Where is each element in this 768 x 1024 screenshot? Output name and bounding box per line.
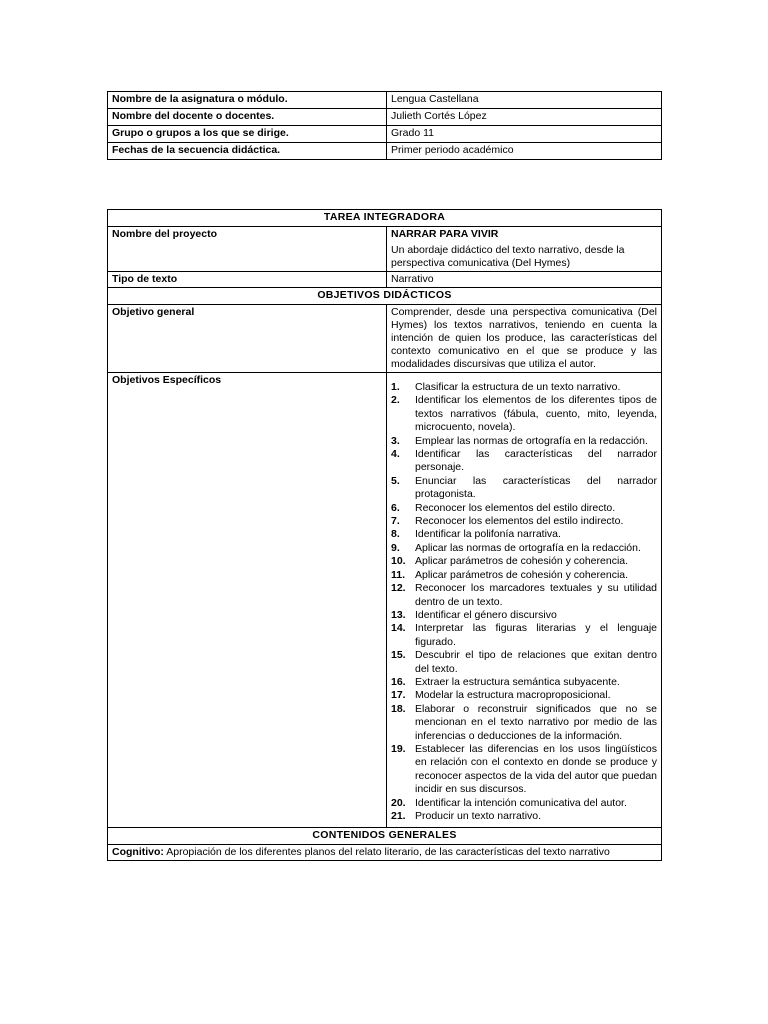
objective-number: 3. — [391, 434, 400, 447]
general-objective-label: Objetivo general — [108, 305, 387, 373]
task-title: TAREA INTEGRADORA — [108, 210, 662, 227]
objective-text: Producir un texto narrativo. — [415, 810, 542, 822]
objective-text: Extraer la estructura semántica subyacente. — [415, 675, 620, 688]
objectives-header: OBJETIVOS DIDÁCTICOS — [108, 288, 662, 305]
specific-objective-item — [391, 528, 657, 541]
info-row — [108, 126, 662, 143]
project-cell — [387, 227, 662, 272]
objective-number: 4. — [391, 448, 400, 461]
general-objective-row — [108, 305, 662, 373]
objective-text: Descubrir el tipo de relaciones que exitan dentro del texto. — [415, 649, 657, 675]
specific-objective-item — [391, 810, 657, 823]
objective-text: Reconocer los elementos del estilo indirecto. — [415, 515, 624, 528]
specific-objective-item — [391, 609, 657, 622]
objective-number: 6. — [391, 501, 400, 514]
specific-objective-item — [391, 475, 657, 502]
specific-objective-item — [391, 676, 657, 689]
specific-objective-item — [391, 649, 657, 676]
specific-objective-item — [391, 743, 657, 797]
cognitive-row — [108, 845, 662, 861]
specific-objective-item — [391, 381, 657, 394]
objective-text: Identificar los elementos de los diferentes tipos de textos narrativos (fábula, cuento, mito, leyenda, microcuento, novela). — [415, 394, 657, 434]
objective-number: 16. — [391, 675, 406, 688]
objective-number: 21. — [391, 810, 406, 822]
contents-header-row — [108, 828, 662, 845]
objective-number: 13. — [391, 608, 406, 621]
specific-objective-item — [391, 689, 657, 702]
objective-number: 19. — [391, 742, 406, 755]
objective-text: Aplicar las normas de ortografía en la redacción. — [415, 541, 641, 554]
objective-text: Reconocer los elementos del estilo directo. — [415, 501, 616, 514]
specific-objective-item — [391, 622, 657, 649]
specific-objectives-label: Objetivos Específicos — [108, 373, 387, 828]
objective-text: Clasificar la estructura de un texto narrativo. — [415, 381, 621, 393]
integrating-task-table — [107, 209, 662, 861]
objective-text: Aplicar parámetros de cohesión y coherencia. — [415, 555, 629, 568]
specific-objective-item — [391, 569, 657, 582]
specific-objective-item — [391, 582, 657, 609]
specific-objective-item — [391, 555, 657, 568]
contents-header: CONTENIDOS GENERALES — [108, 828, 662, 845]
objective-number: 7. — [391, 515, 400, 528]
objective-number: 9. — [391, 541, 400, 554]
specific-objective-item — [391, 703, 657, 743]
info-label: Fechas de la secuencia didáctica. — [108, 143, 387, 160]
objective-text: Establecer las diferencias en los usos lingüísticos en relación con el contexto en donde se produce y reconocer aspectos de la vida del autor que puedan incidir en sus discursos. — [415, 742, 657, 796]
cognitive-cell — [108, 845, 662, 861]
info-value: Primer periodo académico — [387, 143, 662, 160]
objective-text: Identificar la polifonía narrativa. — [415, 528, 561, 541]
objective-text: Reconocer los marcadores textuales y su utilidad dentro de un texto. — [415, 582, 657, 608]
objective-text: Identificar la intención comunicativa del autor. — [415, 796, 627, 809]
info-value: Lengua Castellana — [387, 92, 662, 109]
task-title-row — [108, 210, 662, 227]
objective-number: 5. — [391, 474, 400, 487]
info-row — [108, 92, 662, 109]
info-label: Nombre de la asignatura o módulo. — [108, 92, 387, 109]
objective-number: 2. — [391, 394, 400, 407]
info-label: Grupo o grupos a los que se dirige. — [108, 126, 387, 143]
objectives-header-row — [108, 288, 662, 305]
objective-number: 20. — [391, 796, 406, 809]
objective-number: 1. — [391, 381, 400, 393]
project-label: Nombre del proyecto — [108, 227, 387, 272]
objective-text: Interpretar las figuras literarias y el lenguaje figurado. — [415, 622, 657, 648]
objective-text: Elaborar o reconstruir significados que no se mencionan en el texto narrativo por medio de las inferencias o deducciones de la información. — [415, 702, 657, 742]
specific-objectives-list — [391, 381, 657, 823]
project-name: NARRAR PARA VIVIR — [391, 228, 499, 240]
specific-objectives-row — [108, 373, 662, 828]
objective-number: 15. — [391, 649, 406, 662]
specific-objectives-cell — [387, 373, 662, 828]
objective-text: Identificar el género discursivo — [415, 608, 557, 621]
objective-text: Modelar la estructura macroproposicional. — [415, 689, 611, 702]
cognitive-text: Apropiación de los diferentes planos del relato literario, de las características del texto narrativo — [166, 846, 610, 859]
objective-text: Identificar las características del narrador personaje. — [415, 448, 657, 474]
info-row — [108, 109, 662, 126]
objective-text: Aplicar parámetros de cohesión y coherencia. — [415, 568, 629, 581]
objective-number: 18. — [391, 702, 406, 715]
info-value: Grado 11 — [387, 126, 662, 143]
course-info-table — [107, 91, 662, 160]
specific-objective-item — [391, 515, 657, 528]
cognitive-label: Cognitivo: — [112, 846, 164, 859]
text-type-label: Tipo de texto — [108, 272, 387, 288]
objective-text: Emplear las normas de ortografía en la redacción. — [415, 434, 648, 447]
general-objective-text: Comprender, desde una perspectiva comunicativa (Del Hymes) los textos narrativos, teniendo en cuenta la intención de quien los produce, las características del contexto comunicativo en el que se produce y las modalidades discursivas que utiliza el autor. — [387, 305, 662, 373]
specific-objective-item — [391, 542, 657, 555]
specific-objective-item — [391, 797, 657, 810]
project-description: Un abordaje didáctico del texto narrativo, desde la perspectiva comunicativa (Del Hymes) — [391, 244, 625, 269]
objective-text: Enunciar las características del narrador protagonista. — [415, 474, 657, 501]
objective-number: 8. — [391, 528, 400, 541]
info-label: Nombre del docente o docentes. — [108, 109, 387, 126]
info-value: Julieth Cortés López — [387, 109, 662, 126]
text-type-value: Narrativo — [387, 272, 662, 288]
specific-objective-item — [391, 394, 657, 434]
text-type-row — [108, 272, 662, 288]
specific-objective-item — [391, 448, 657, 475]
specific-objective-item — [391, 435, 657, 448]
objective-number: 10. — [391, 555, 406, 568]
project-row — [108, 227, 662, 272]
specific-objective-item — [391, 502, 657, 515]
objective-number: 12. — [391, 582, 406, 595]
objective-number: 11. — [391, 568, 406, 581]
objective-number: 17. — [391, 689, 406, 702]
info-row — [108, 143, 662, 160]
objective-number: 14. — [391, 622, 406, 635]
